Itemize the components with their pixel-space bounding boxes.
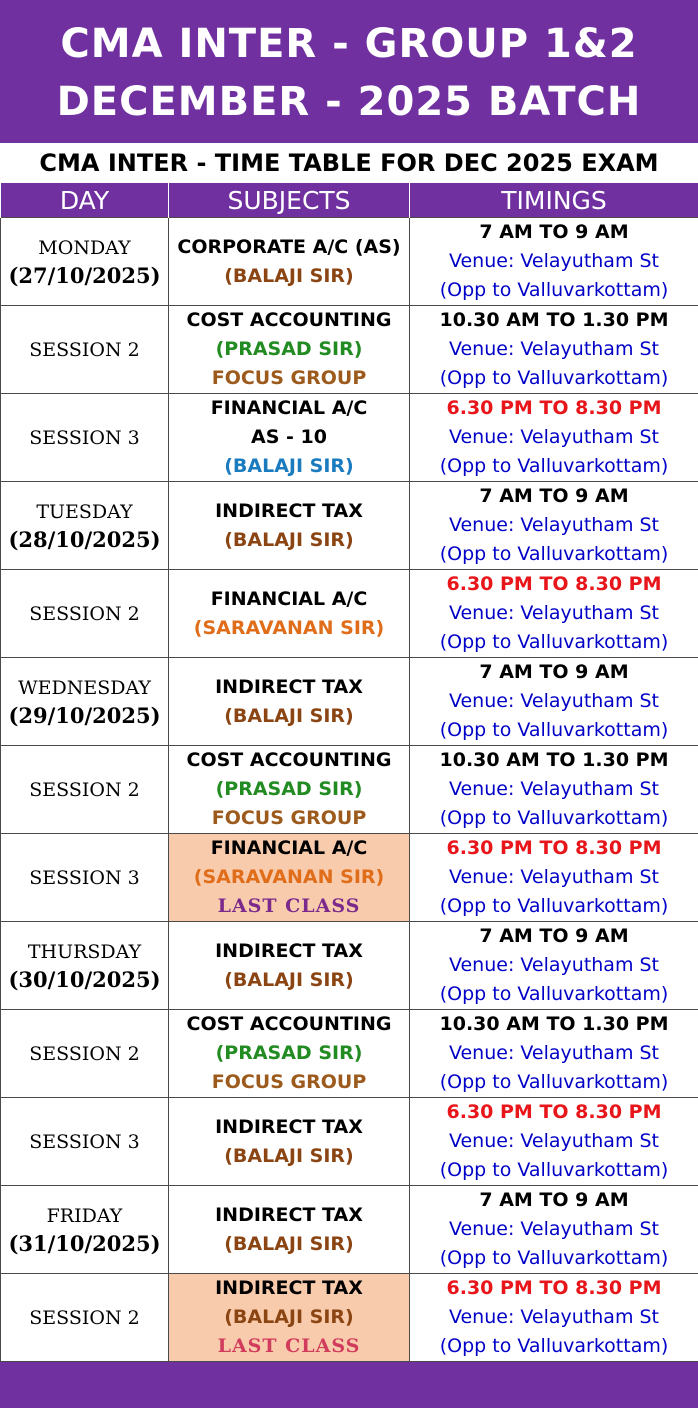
day-date: (30/10/2025) (8, 966, 161, 992)
faculty-name: (BALAJI SIR) (224, 455, 354, 477)
subject-name: FINANCIAL A/C (210, 587, 368, 610)
venue-landmark: (Opp to Valluvarkottam) (439, 631, 669, 653)
subject-name: COST ACCOUNTING (186, 749, 392, 771)
faculty-name: (BALAJI SIR) (224, 528, 354, 551)
subject-cell-highlighted (169, 834, 410, 922)
venue-line: Venue: Velayutham St (448, 1306, 660, 1328)
subject-cell-highlighted (169, 1274, 410, 1362)
venue-landmark: (Opp to Valluvarkottam) (439, 1335, 669, 1357)
subject-cell (169, 1010, 410, 1098)
venue-landmark: (Opp to Valluvarkottam) (439, 1071, 669, 1093)
timing-text: 10.30 AM TO 1.30 PM (439, 749, 669, 771)
faculty-name: (PRASAD SIR) (215, 338, 363, 360)
faculty-name: (BALAJI SIR) (224, 1144, 354, 1167)
timing-cell (410, 834, 698, 922)
faculty-name: (BALAJI SIR) (224, 264, 354, 287)
timing-text: 6.30 PM TO 8.30 PM (446, 397, 662, 419)
table-row (1, 1010, 698, 1098)
subject-cell (169, 922, 410, 1010)
day-label: SESSION 2 (29, 1042, 140, 1065)
subject-name: INDIRECT TAX (215, 675, 363, 698)
day-date: (27/10/2025) (8, 262, 161, 288)
faculty-name: (BALAJI SIR) (224, 704, 354, 727)
focus-group-note: FOCUS GROUP (211, 1071, 367, 1093)
subject-name: INDIRECT TAX (215, 1115, 363, 1138)
subject-name: INDIRECT TAX (215, 499, 363, 522)
timing-text: 7 AM TO 9 AM (479, 221, 629, 243)
timing-cell (410, 482, 698, 570)
table-row (1, 482, 698, 570)
day-cell (1, 1274, 169, 1362)
subject-name: COST ACCOUNTING (186, 1013, 392, 1035)
subject-cell (169, 218, 410, 306)
venue-line: Venue: Velayutham St (448, 338, 660, 360)
venue-line: Venue: Velayutham St (448, 778, 660, 800)
table-row (1, 218, 698, 306)
timing-text: 7 AM TO 9 AM (479, 661, 629, 683)
day-cell (1, 482, 169, 570)
timing-cell (410, 658, 698, 746)
venue-line: Venue: Velayutham St (448, 250, 660, 272)
subject-name: FINANCIAL A/C (210, 397, 368, 419)
subject-cell (169, 746, 410, 834)
subject-cell (169, 394, 410, 482)
timing-cell (410, 746, 698, 834)
venue-landmark: (Opp to Valluvarkottam) (439, 807, 669, 829)
timing-cell (410, 570, 698, 658)
timing-cell (410, 306, 698, 394)
faculty-name: (PRASAD SIR) (215, 778, 363, 800)
venue-landmark: (Opp to Valluvarkottam) (439, 895, 669, 917)
table-row (1, 1186, 698, 1274)
day-cell (1, 922, 169, 1010)
subject-name: CORPORATE A/C (AS) (177, 235, 401, 258)
venue-line: Venue: Velayutham St (448, 426, 660, 448)
timing-text: 10.30 AM TO 1.30 PM (439, 309, 669, 331)
footer-bar (0, 1362, 698, 1408)
table-row (1, 834, 698, 922)
day-cell (1, 1098, 169, 1186)
venue-line: Venue: Velayutham St (448, 1130, 660, 1152)
table-row (1, 306, 698, 394)
last-class-note: LAST CLASS (217, 1335, 361, 1357)
subject-name: INDIRECT TAX (215, 1203, 363, 1226)
faculty-name: (BALAJI SIR) (224, 968, 354, 991)
timing-cell (410, 1274, 698, 1362)
faculty-name: (BALAJI SIR) (224, 1232, 354, 1255)
venue-landmark: (Opp to Valluvarkottam) (439, 455, 669, 477)
subject-topic: AS - 10 (251, 426, 327, 448)
header-subjects: SUBJECTS (169, 183, 410, 218)
day-label: TUESDAY (36, 500, 133, 523)
focus-group-note: FOCUS GROUP (211, 807, 367, 829)
timetable (0, 183, 698, 1362)
subject-cell (169, 570, 410, 658)
day-cell (1, 746, 169, 834)
timing-cell (410, 1010, 698, 1098)
day-date: (31/10/2025) (8, 1230, 161, 1256)
banner-title-line-1: CMA INTER - GROUP 1&2 (60, 21, 638, 67)
venue-line: Venue: Velayutham St (448, 690, 660, 712)
day-label: SESSION 2 (29, 338, 140, 361)
table-row (1, 658, 698, 746)
timing-cell (410, 1186, 698, 1274)
venue-landmark: (Opp to Valluvarkottam) (439, 1159, 669, 1181)
subject-name: INDIRECT TAX (215, 1277, 363, 1299)
day-label: SESSION 3 (29, 1130, 140, 1153)
venue-landmark: (Opp to Valluvarkottam) (439, 543, 669, 565)
venue-landmark: (Opp to Valluvarkottam) (439, 983, 669, 1005)
subject-name: COST ACCOUNTING (186, 309, 392, 331)
day-date: (29/10/2025) (8, 702, 161, 728)
day-cell (1, 394, 169, 482)
day-label: FRIDAY (46, 1204, 123, 1227)
timetable-subtitle: CMA INTER - TIME TABLE FOR DEC 2025 EXAM (0, 143, 698, 183)
subject-cell (169, 1186, 410, 1274)
timing-text: 6.30 PM TO 8.30 PM (446, 837, 662, 859)
venue-line: Venue: Velayutham St (448, 866, 660, 888)
faculty-name: (SARAVANAN SIR) (193, 866, 385, 888)
timing-text: 6.30 PM TO 8.30 PM (446, 1277, 662, 1299)
venue-line: Venue: Velayutham St (448, 1218, 660, 1240)
faculty-name: (PRASAD SIR) (215, 1042, 363, 1064)
day-label: WEDNESDAY (18, 676, 151, 699)
venue-landmark: (Opp to Valluvarkottam) (439, 279, 669, 301)
subject-name: INDIRECT TAX (215, 939, 363, 962)
day-cell (1, 306, 169, 394)
day-cell (1, 218, 169, 306)
venue-line: Venue: Velayutham St (448, 954, 660, 976)
banner-title-line-2: DECEMBER - 2025 BATCH (56, 79, 642, 125)
faculty-name: (SARAVANAN SIR) (193, 616, 385, 639)
subject-cell (169, 306, 410, 394)
day-date: (28/10/2025) (8, 526, 161, 552)
timing-cell (410, 1098, 698, 1186)
title-banner (0, 0, 698, 143)
day-label: SESSION 3 (29, 866, 140, 889)
subject-name: FINANCIAL A/C (210, 837, 368, 859)
venue-landmark: (Opp to Valluvarkottam) (439, 1247, 669, 1269)
day-cell (1, 570, 169, 658)
table-header-row (1, 183, 698, 218)
timing-cell (410, 218, 698, 306)
table-row (1, 394, 698, 482)
day-cell (1, 1186, 169, 1274)
focus-group-note: FOCUS GROUP (211, 367, 367, 389)
venue-landmark: (Opp to Valluvarkottam) (439, 719, 669, 741)
timing-cell (410, 394, 698, 482)
timing-text: 7 AM TO 9 AM (479, 925, 629, 947)
day-cell (1, 1010, 169, 1098)
timing-cell (410, 922, 698, 1010)
table-row (1, 1098, 698, 1186)
venue-landmark: (Opp to Valluvarkottam) (439, 367, 669, 389)
header-timings: TIMINGS (410, 183, 698, 218)
table-row (1, 746, 698, 834)
timing-text: 6.30 PM TO 8.30 PM (446, 1101, 662, 1123)
venue-line: Venue: Velayutham St (448, 1042, 660, 1064)
table-row (1, 570, 698, 658)
day-cell (1, 834, 169, 922)
venue-line: Venue: Velayutham St (448, 514, 660, 536)
subject-cell (169, 658, 410, 746)
day-label: SESSION 2 (29, 778, 140, 801)
day-label: SESSION 2 (29, 1306, 140, 1329)
timing-text: 7 AM TO 9 AM (479, 1189, 629, 1211)
header-day: DAY (1, 183, 169, 218)
table-row (1, 922, 698, 1010)
timing-text: 6.30 PM TO 8.30 PM (446, 573, 662, 595)
day-label: SESSION 3 (29, 426, 140, 449)
venue-line: Venue: Velayutham St (448, 602, 660, 624)
table-row (1, 1274, 698, 1362)
day-label: MONDAY (38, 236, 131, 259)
faculty-name: (BALAJI SIR) (224, 1306, 354, 1328)
subject-cell (169, 1098, 410, 1186)
last-class-note: LAST CLASS (217, 895, 361, 917)
timing-text: 10.30 AM TO 1.30 PM (439, 1013, 669, 1035)
timing-text: 7 AM TO 9 AM (479, 485, 629, 507)
day-label: THURSDAY (27, 940, 142, 963)
subject-cell (169, 482, 410, 570)
day-cell (1, 658, 169, 746)
day-label: SESSION 2 (29, 602, 140, 625)
